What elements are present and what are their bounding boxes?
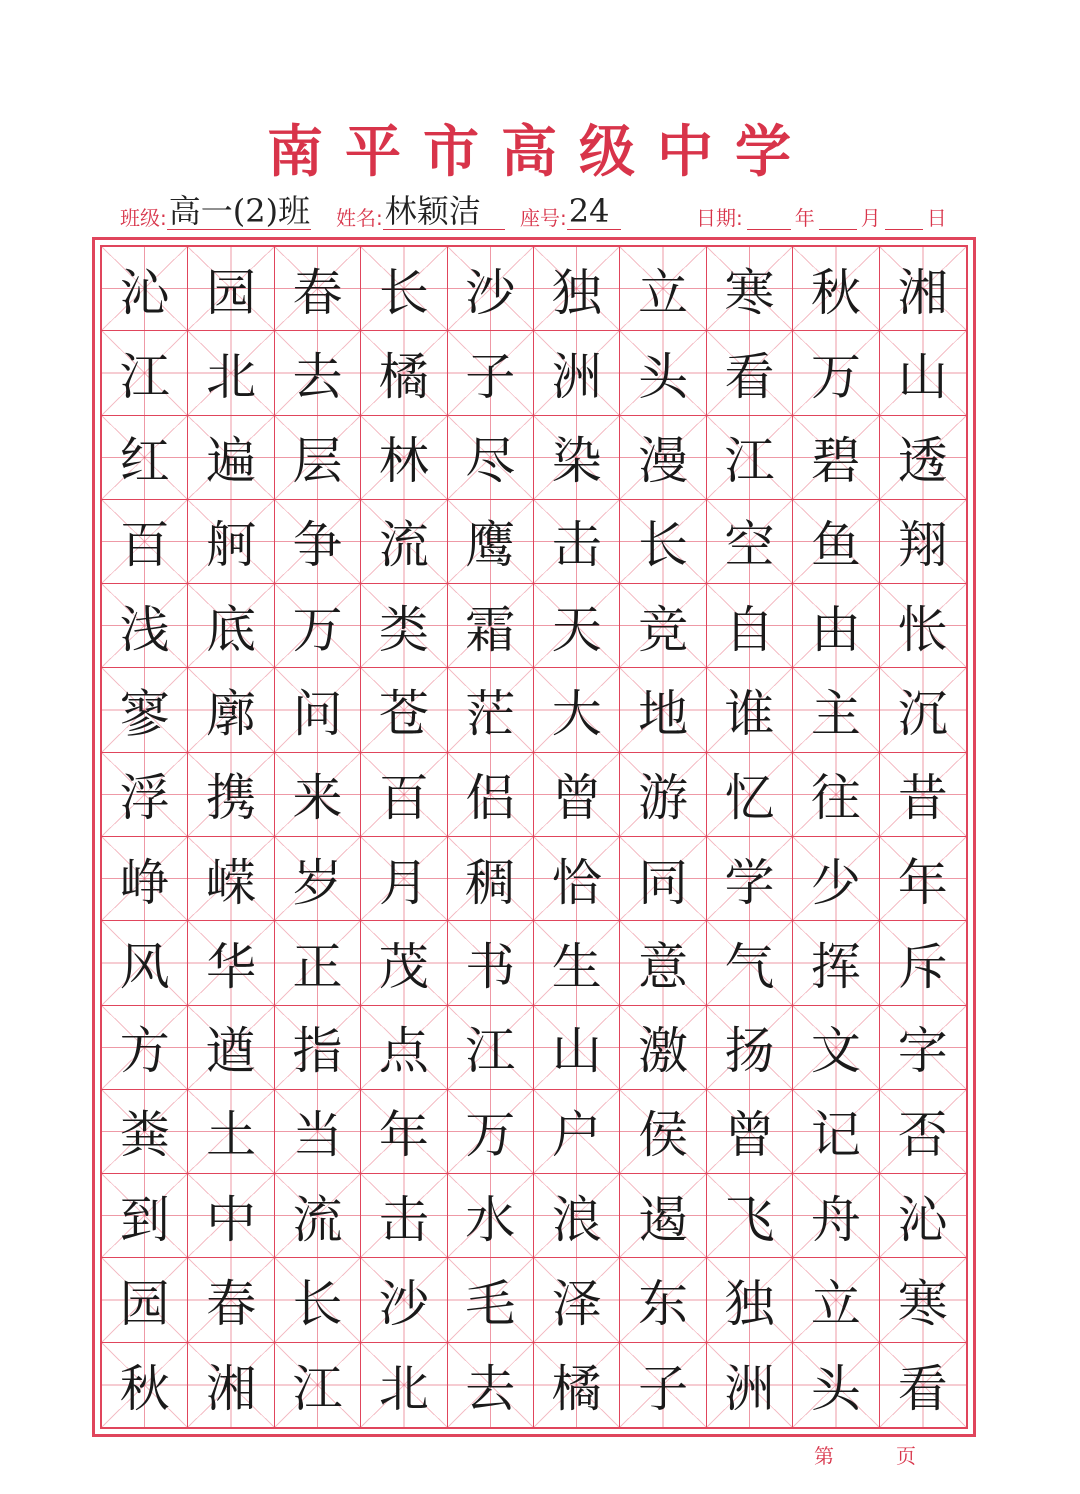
grid-cell: 问: [275, 668, 361, 752]
grid-cell: 长: [275, 1258, 361, 1342]
name-value: 林颖洁: [383, 193, 505, 230]
grid-cell: 毛: [448, 1258, 534, 1342]
grid-cell: 鱼: [793, 500, 879, 584]
grid-cell: 茂: [361, 921, 447, 1005]
grid-cell: 沙: [361, 1258, 447, 1342]
grid-cell: 北: [361, 1343, 447, 1427]
grid-cell: 点: [361, 1006, 447, 1090]
grid-cell: 意: [620, 921, 706, 1005]
grid-cell: 寒: [880, 1258, 966, 1342]
grid-cell: 林: [361, 416, 447, 500]
grid-cell: 百: [102, 500, 188, 584]
grid-cell: 否: [880, 1090, 966, 1174]
seat-field: [520, 186, 621, 230]
grid-cell: 碧: [793, 416, 879, 500]
grid-cell: 万: [275, 584, 361, 668]
grid-cell: 记: [793, 1090, 879, 1174]
grid-cell: 年: [361, 1090, 447, 1174]
grid-cell: 茫: [448, 668, 534, 752]
grid-cell: 侣: [448, 753, 534, 837]
grid-cell: 同: [620, 837, 706, 921]
grid-cell: 立: [620, 247, 706, 331]
grid-cell: 风: [102, 921, 188, 1005]
grid-cell: 子: [448, 331, 534, 415]
grid-cell: 大: [534, 668, 620, 752]
month-label: 月: [860, 206, 881, 230]
class-label: 班级:: [120, 206, 167, 230]
day-label: 日: [926, 206, 947, 230]
grid-cell: 舟: [793, 1174, 879, 1258]
grid-cell: 头: [620, 331, 706, 415]
grid-cell: 忆: [707, 753, 793, 837]
grid-cell: 自: [707, 584, 793, 668]
grid-cell: 竞: [620, 584, 706, 668]
date-field: [696, 186, 947, 230]
grid-cell: 粪: [102, 1090, 188, 1174]
grid-cell: 寥: [102, 668, 188, 752]
grid-cell: 天: [534, 584, 620, 668]
grid-cell: 江: [102, 331, 188, 415]
grid-cell: 头: [793, 1343, 879, 1427]
grid-cell: 浅: [102, 584, 188, 668]
grid-cell: 携: [188, 753, 274, 837]
grid-cell: 霜: [448, 584, 534, 668]
grid-cell: 华: [188, 921, 274, 1005]
page-label-1: 第: [814, 1444, 834, 1468]
grid-cell: 山: [534, 1006, 620, 1090]
grid-cell: 东: [620, 1258, 706, 1342]
grid-cell: 长: [620, 500, 706, 584]
grid-cell: 鹰: [448, 500, 534, 584]
grid-cell: 浮: [102, 753, 188, 837]
grid-cell: 地: [620, 668, 706, 752]
grid-cell: 少: [793, 837, 879, 921]
grid-cell: 尽: [448, 416, 534, 500]
grid-cell: 层: [275, 416, 361, 500]
grid-cell: 北: [188, 331, 274, 415]
grid-cell: 廓: [188, 668, 274, 752]
grid-cell: 沁: [102, 247, 188, 331]
grid-cell: 文: [793, 1006, 879, 1090]
grid-cell: 沙: [448, 247, 534, 331]
grid-cell: 空: [707, 500, 793, 584]
month-blank: [819, 207, 857, 230]
grid-cell: 湘: [188, 1343, 274, 1427]
page-label-2: 页: [896, 1444, 916, 1468]
grid-cell: 长: [361, 247, 447, 331]
grid-cell: 斥: [880, 921, 966, 1005]
grid-cell: 激: [620, 1006, 706, 1090]
grid-cell: 类: [361, 584, 447, 668]
name-field: [336, 186, 505, 230]
grid-cell: 秋: [793, 247, 879, 331]
grid-cell: 挥: [793, 921, 879, 1005]
grid-cell: 怅: [880, 584, 966, 668]
grid-cell: 红: [102, 416, 188, 500]
grid-cell: 寒: [707, 247, 793, 331]
grid-cell: 昔: [880, 753, 966, 837]
grid-cell: 到: [102, 1174, 188, 1258]
grid-cell: 湘: [880, 247, 966, 331]
grid-cell: 中: [188, 1174, 274, 1258]
grid-cell: 山: [880, 331, 966, 415]
grid-cell: 书: [448, 921, 534, 1005]
grid-cell: 来: [275, 753, 361, 837]
grid-cell: 土: [188, 1090, 274, 1174]
grid-cell: 月: [361, 837, 447, 921]
grid-cell: 舸: [188, 500, 274, 584]
grid-cell: 万: [448, 1090, 534, 1174]
grid-cell: 染: [534, 416, 620, 500]
grid-cell: 嵘: [188, 837, 274, 921]
grid-cell: 流: [361, 500, 447, 584]
grid-cell: 漫: [620, 416, 706, 500]
date-label: 日期:: [696, 206, 743, 230]
grid-cell: 万: [793, 331, 879, 415]
grid-cell: 橘: [534, 1343, 620, 1427]
grid-cell: 沁: [880, 1174, 966, 1258]
grid-cell: 侯: [620, 1090, 706, 1174]
grid-cell: 方: [102, 1006, 188, 1090]
grid-cell: 当: [275, 1090, 361, 1174]
practice-grid: [100, 245, 968, 1429]
grid-cell: 洲: [707, 1343, 793, 1427]
grid-cell: 曾: [534, 753, 620, 837]
grid-cell: 看: [880, 1343, 966, 1427]
page-title: 南平市高级中学: [267, 119, 813, 185]
grid-cell: 翔: [880, 500, 966, 584]
grid-cell: 正: [275, 921, 361, 1005]
grid-cell: 气: [707, 921, 793, 1005]
name-label: 姓名:: [336, 206, 383, 230]
grid-cell: 透: [880, 416, 966, 500]
grid-cell: 字: [880, 1006, 966, 1090]
grid-cell: 峥: [102, 837, 188, 921]
grid-cell: 江: [707, 416, 793, 500]
grid-cell: 岁: [275, 837, 361, 921]
grid-cell: 生: [534, 921, 620, 1005]
grid-cell: 学: [707, 837, 793, 921]
grid-cell: 江: [448, 1006, 534, 1090]
grid-cell: 春: [188, 1258, 274, 1342]
grid-cell: 洲: [534, 331, 620, 415]
grid-cell: 击: [361, 1174, 447, 1258]
grid-cell: 主: [793, 668, 879, 752]
grid-cell: 橘: [361, 331, 447, 415]
grid-cell: 去: [275, 331, 361, 415]
grid-cell: 浪: [534, 1174, 620, 1258]
grid-cell: 由: [793, 584, 879, 668]
grid-cell: 泽: [534, 1258, 620, 1342]
grid-cell: 游: [620, 753, 706, 837]
grid-cell: 江: [275, 1343, 361, 1427]
grid-cell: 园: [188, 247, 274, 331]
grid-cell: 底: [188, 584, 274, 668]
seat-label: 座号:: [520, 206, 567, 230]
grid-cell: 飞: [707, 1174, 793, 1258]
grid-cell: 流: [275, 1174, 361, 1258]
grid-cell: 遒: [188, 1006, 274, 1090]
grid-cell: 去: [448, 1343, 534, 1427]
grid-cell: 恰: [534, 837, 620, 921]
grid-cell: 子: [620, 1343, 706, 1427]
grid-cell: 遍: [188, 416, 274, 500]
grid-cell: 立: [793, 1258, 879, 1342]
seat-value: 24: [567, 193, 621, 230]
grid-cell: 指: [275, 1006, 361, 1090]
grid-cell: 独: [707, 1258, 793, 1342]
grid-cell: 户: [534, 1090, 620, 1174]
class-value: 高一(2)班: [168, 192, 311, 230]
grid-cell: 沉: [880, 668, 966, 752]
grid-cell: 苍: [361, 668, 447, 752]
year-blank: [747, 207, 791, 230]
grid-cell: 百: [361, 753, 447, 837]
grid-cell: 扬: [707, 1006, 793, 1090]
year-label: 年: [794, 206, 815, 230]
grid-cell: 年: [880, 837, 966, 921]
grid-cell: 击: [534, 500, 620, 584]
grid-cell: 看: [707, 331, 793, 415]
grid-cell: 园: [102, 1258, 188, 1342]
grid-cell: 水: [448, 1174, 534, 1258]
grid-cell: 曾: [707, 1090, 793, 1174]
grid-cell: 稠: [448, 837, 534, 921]
grid-cell: 谁: [707, 668, 793, 752]
class-field: [120, 186, 311, 230]
grid-cell: 往: [793, 753, 879, 837]
grid-cell: 春: [275, 247, 361, 331]
grid-cell: 独: [534, 247, 620, 331]
grid-cell: 争: [275, 500, 361, 584]
grid-cell: 遏: [620, 1174, 706, 1258]
day-blank: [885, 207, 923, 230]
grid-cell: 秋: [102, 1343, 188, 1427]
